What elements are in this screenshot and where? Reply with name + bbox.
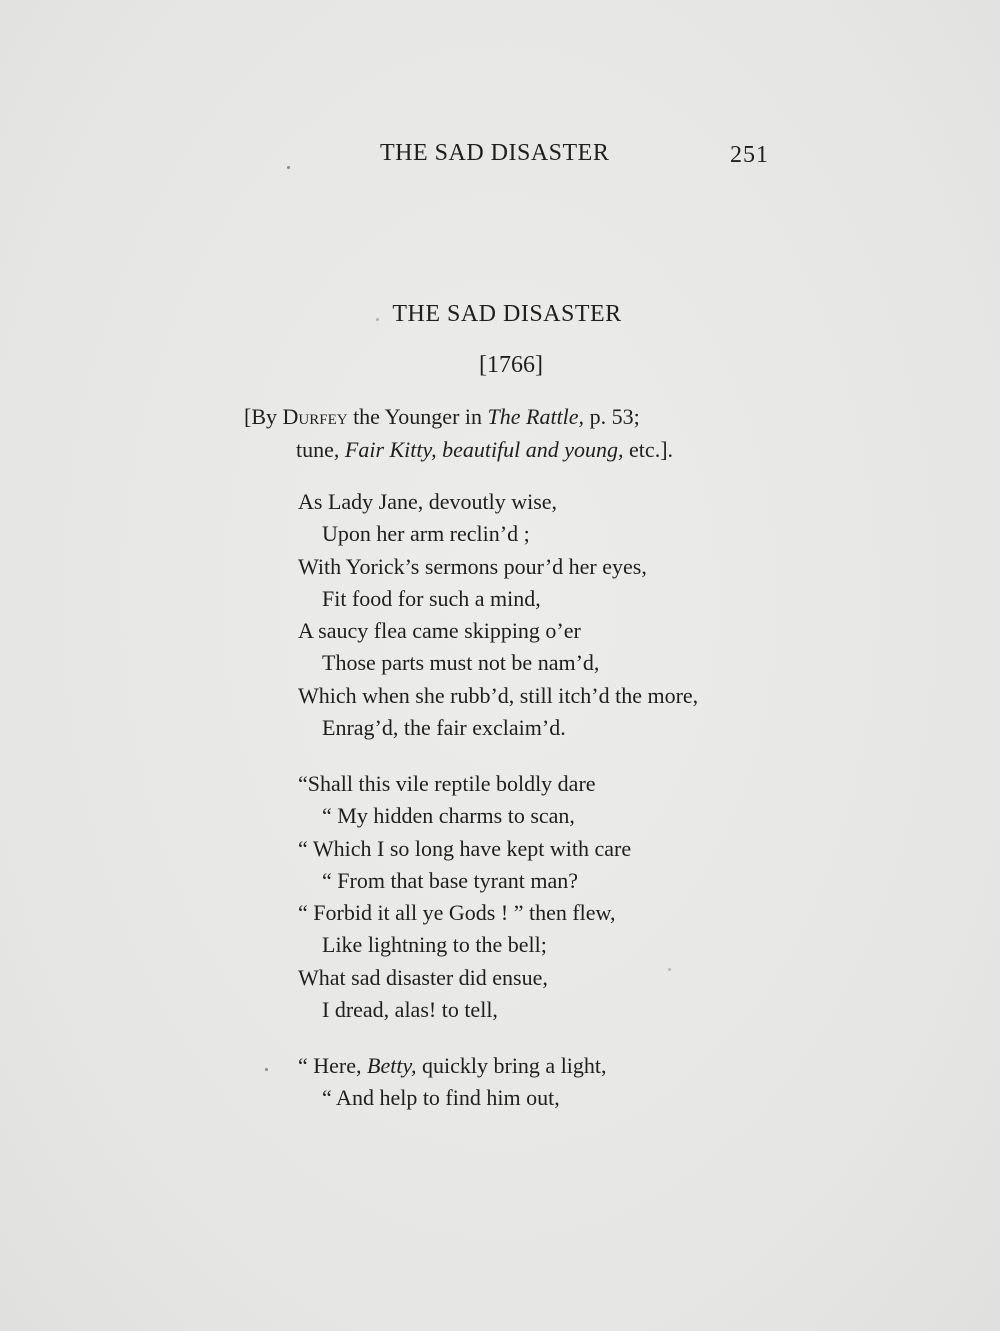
stanza-2 [298, 768, 798, 1026]
verse-line: What sad disaster did ensue, [298, 964, 548, 990]
verse-text: quickly bring a light, [416, 1053, 607, 1078]
verse-line: “ And help to find him out, [322, 1085, 560, 1111]
verse-line: Like lightning to the bell; [322, 932, 547, 958]
verse-line [298, 1050, 798, 1082]
page-number: 251 [730, 142, 769, 168]
verse-line: “ Which I so long have kept with care [298, 835, 632, 861]
paper-speck [287, 166, 290, 169]
verse-line: I dread, alas! to tell, [322, 997, 498, 1023]
attribution-prefix: [By [244, 404, 283, 429]
verse-line: As Lady Jane, devoutly wise, [298, 489, 558, 514]
verse-line: “ My hidden charms to scan, [322, 803, 575, 829]
attribution-line-1 [244, 400, 784, 433]
stanza-1 [298, 486, 798, 744]
tune-prefix: tune, [296, 437, 345, 462]
verse-line: Enrag’d, the fair exclaim’d. [322, 715, 566, 741]
running-head [0, 140, 1000, 176]
source-page: p. 53; [584, 404, 640, 429]
running-head-title: THE SAD DISASTER [380, 140, 610, 166]
verse-line: Those parts must not be nam’d, [322, 650, 600, 676]
source-title: The Rattle, [487, 404, 585, 429]
verse-text: “ Here, [298, 1053, 368, 1078]
stanza-3 [298, 1050, 798, 1115]
poem-title: THE SAD DISASTER [392, 301, 622, 327]
attribution-line-2 [244, 433, 784, 466]
verse-line: Fit food for such a mind, [322, 585, 541, 611]
verse-line: Upon her arm reclin’d ; [322, 521, 530, 547]
tune-title: Fair Kitty, beautiful and young, [344, 437, 624, 462]
paper-speck [265, 1068, 268, 1071]
tune-suffix: etc.]. [623, 437, 674, 462]
verse-line: Which when she rubb’d, still itch’d the more, [298, 682, 699, 708]
author-name: Durfey [282, 404, 348, 429]
paper-speck [376, 318, 379, 321]
verse-line: A saucy flea came skipping o’er [298, 618, 581, 644]
attribution-note [244, 400, 784, 466]
paper-speck [668, 968, 671, 971]
verse-line: “ Forbid it all ye Gods ! ” then flew, [298, 900, 616, 926]
verse-line: With Yorick’s sermons pour’d her eyes, [298, 553, 647, 579]
attribution-middle: the Younger in [347, 404, 488, 429]
poem-year: [1766] [479, 352, 543, 378]
verse-name-betty: Betty, [367, 1053, 417, 1078]
verse-line: “Shall this vile reptile boldly dare [298, 771, 596, 796]
verse-line: “ From that base tyrant man? [322, 867, 578, 893]
